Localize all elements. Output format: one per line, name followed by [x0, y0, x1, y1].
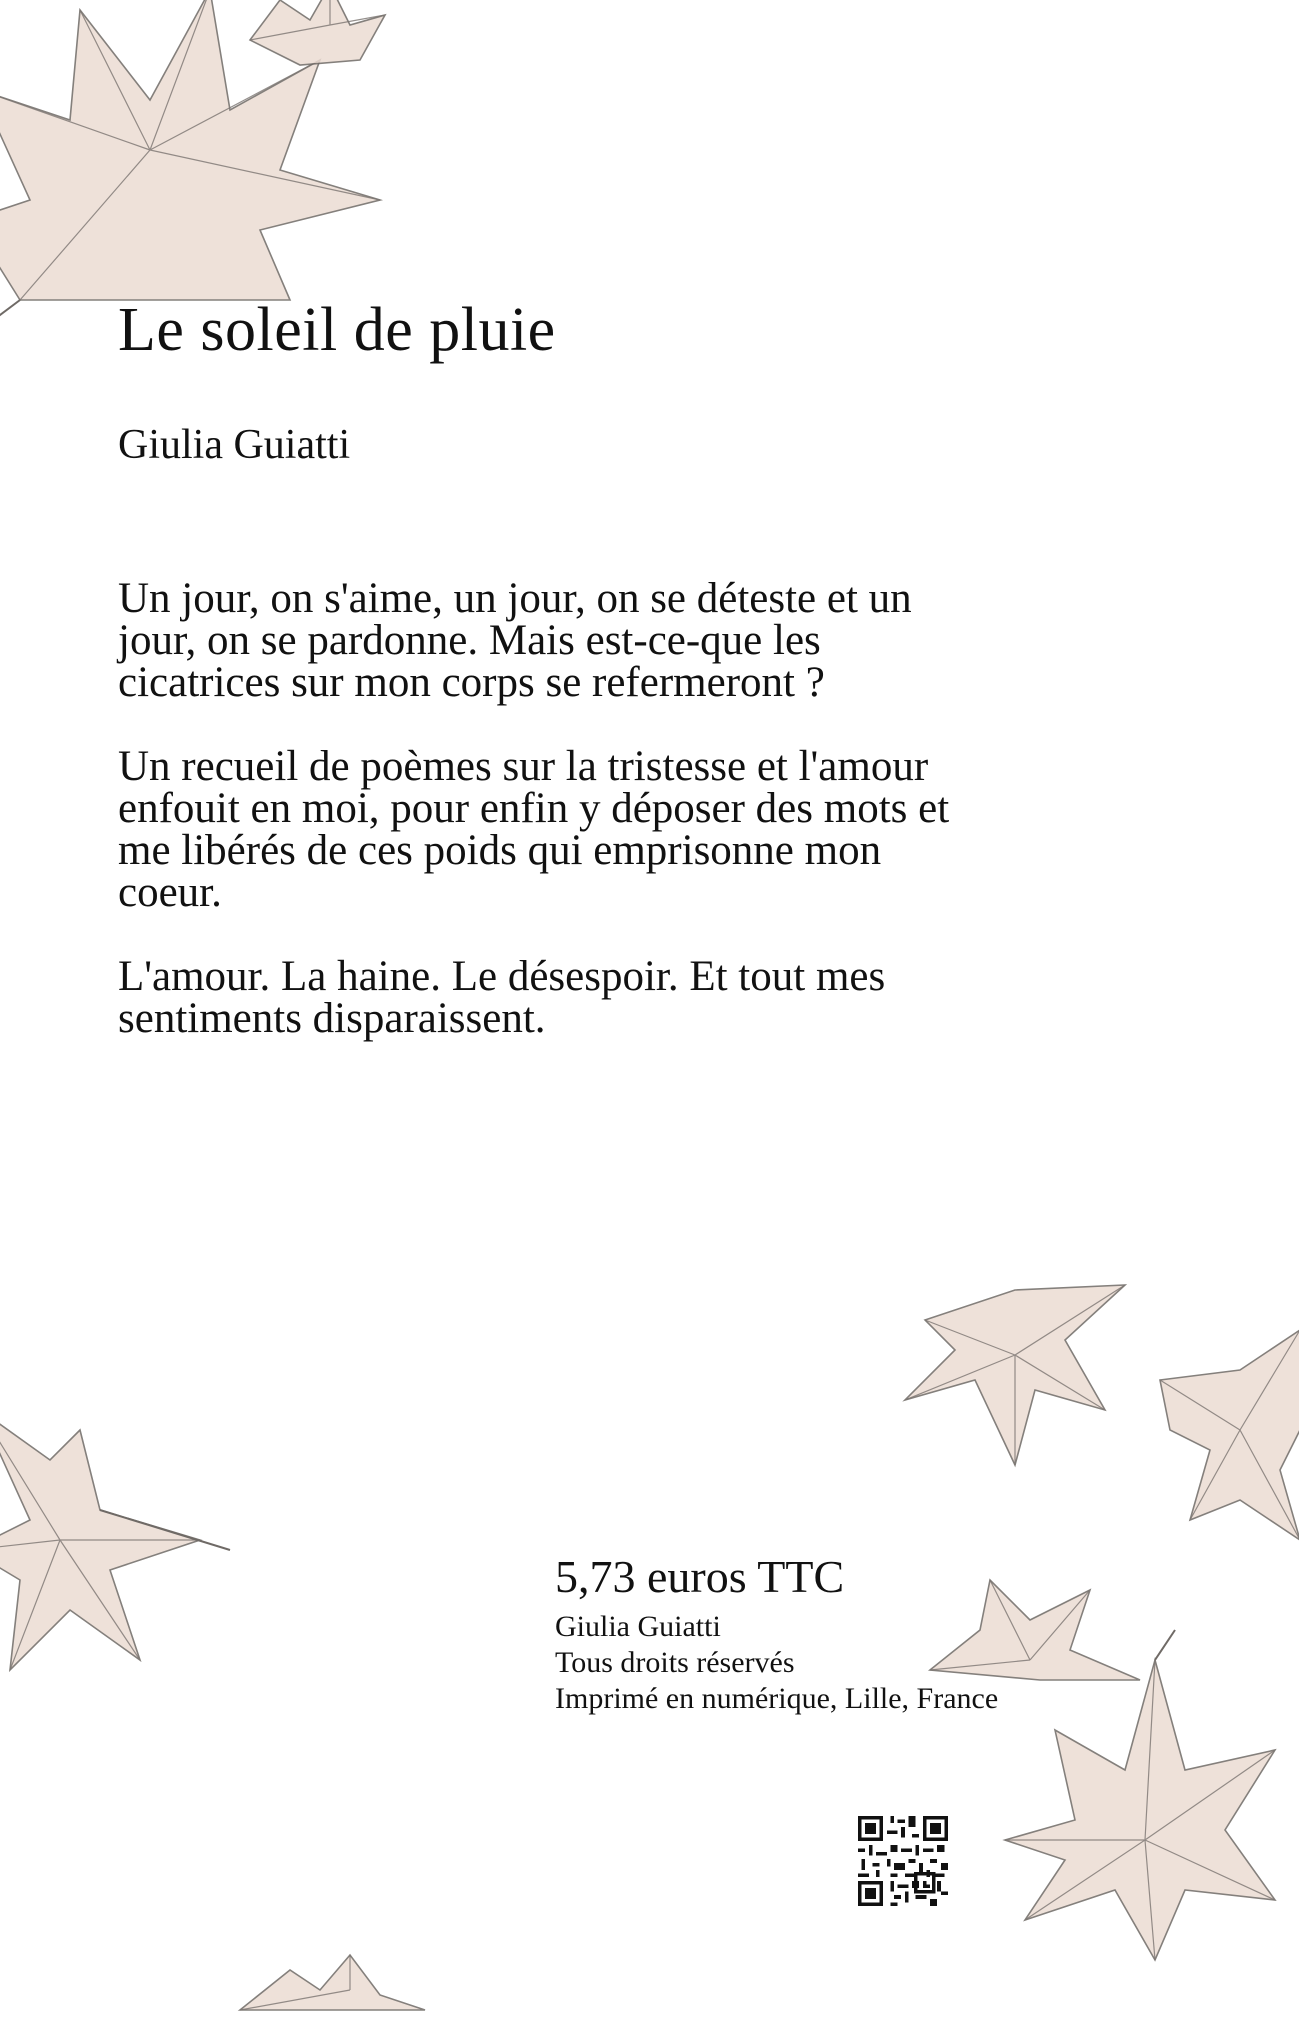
price: 5,73 euros TTC [555, 1551, 845, 1602]
back-cover-blurb [118, 575, 978, 1082]
colophon-author: Giulia Guiatti [555, 1609, 721, 1643]
blurb-paragraph: Un recueil de poèmes sur la tristesse et l'amour enfouit en moi, pour enfin y déposer des mots et me libérés de ces poids qui emprisonne mon coeur. [118, 743, 950, 916]
colophon [555, 1552, 1155, 1717]
maple-leaf-icon [1150, 1320, 1299, 1550]
printing-notice: Imprimé en numérique, Lille, France [555, 1681, 999, 1715]
maple-leaf-icon [895, 1260, 1135, 1470]
maple-leaf-icon [230, 1950, 430, 2020]
rights-notice: Tous droits réservés [555, 1645, 795, 1679]
book-author: Giulia Guiatti [118, 422, 351, 468]
qr-code-icon [858, 1816, 948, 1906]
blurb-paragraph: L'amour. La haine. Le désespoir. Et tout mes sentiments disparaissent. [118, 953, 886, 1042]
blurb-paragraph: Un jour, on s'aime, un jour, on se déteste et un jour, on se pardonne. Mais est-ce-que les cicatrices sur mon corps se refermeront ? [118, 575, 912, 706]
book-title: Le soleil de pluie [118, 296, 556, 364]
maple-leaf-icon [0, 1400, 240, 1680]
maple-leaf-icon [240, 0, 390, 70]
